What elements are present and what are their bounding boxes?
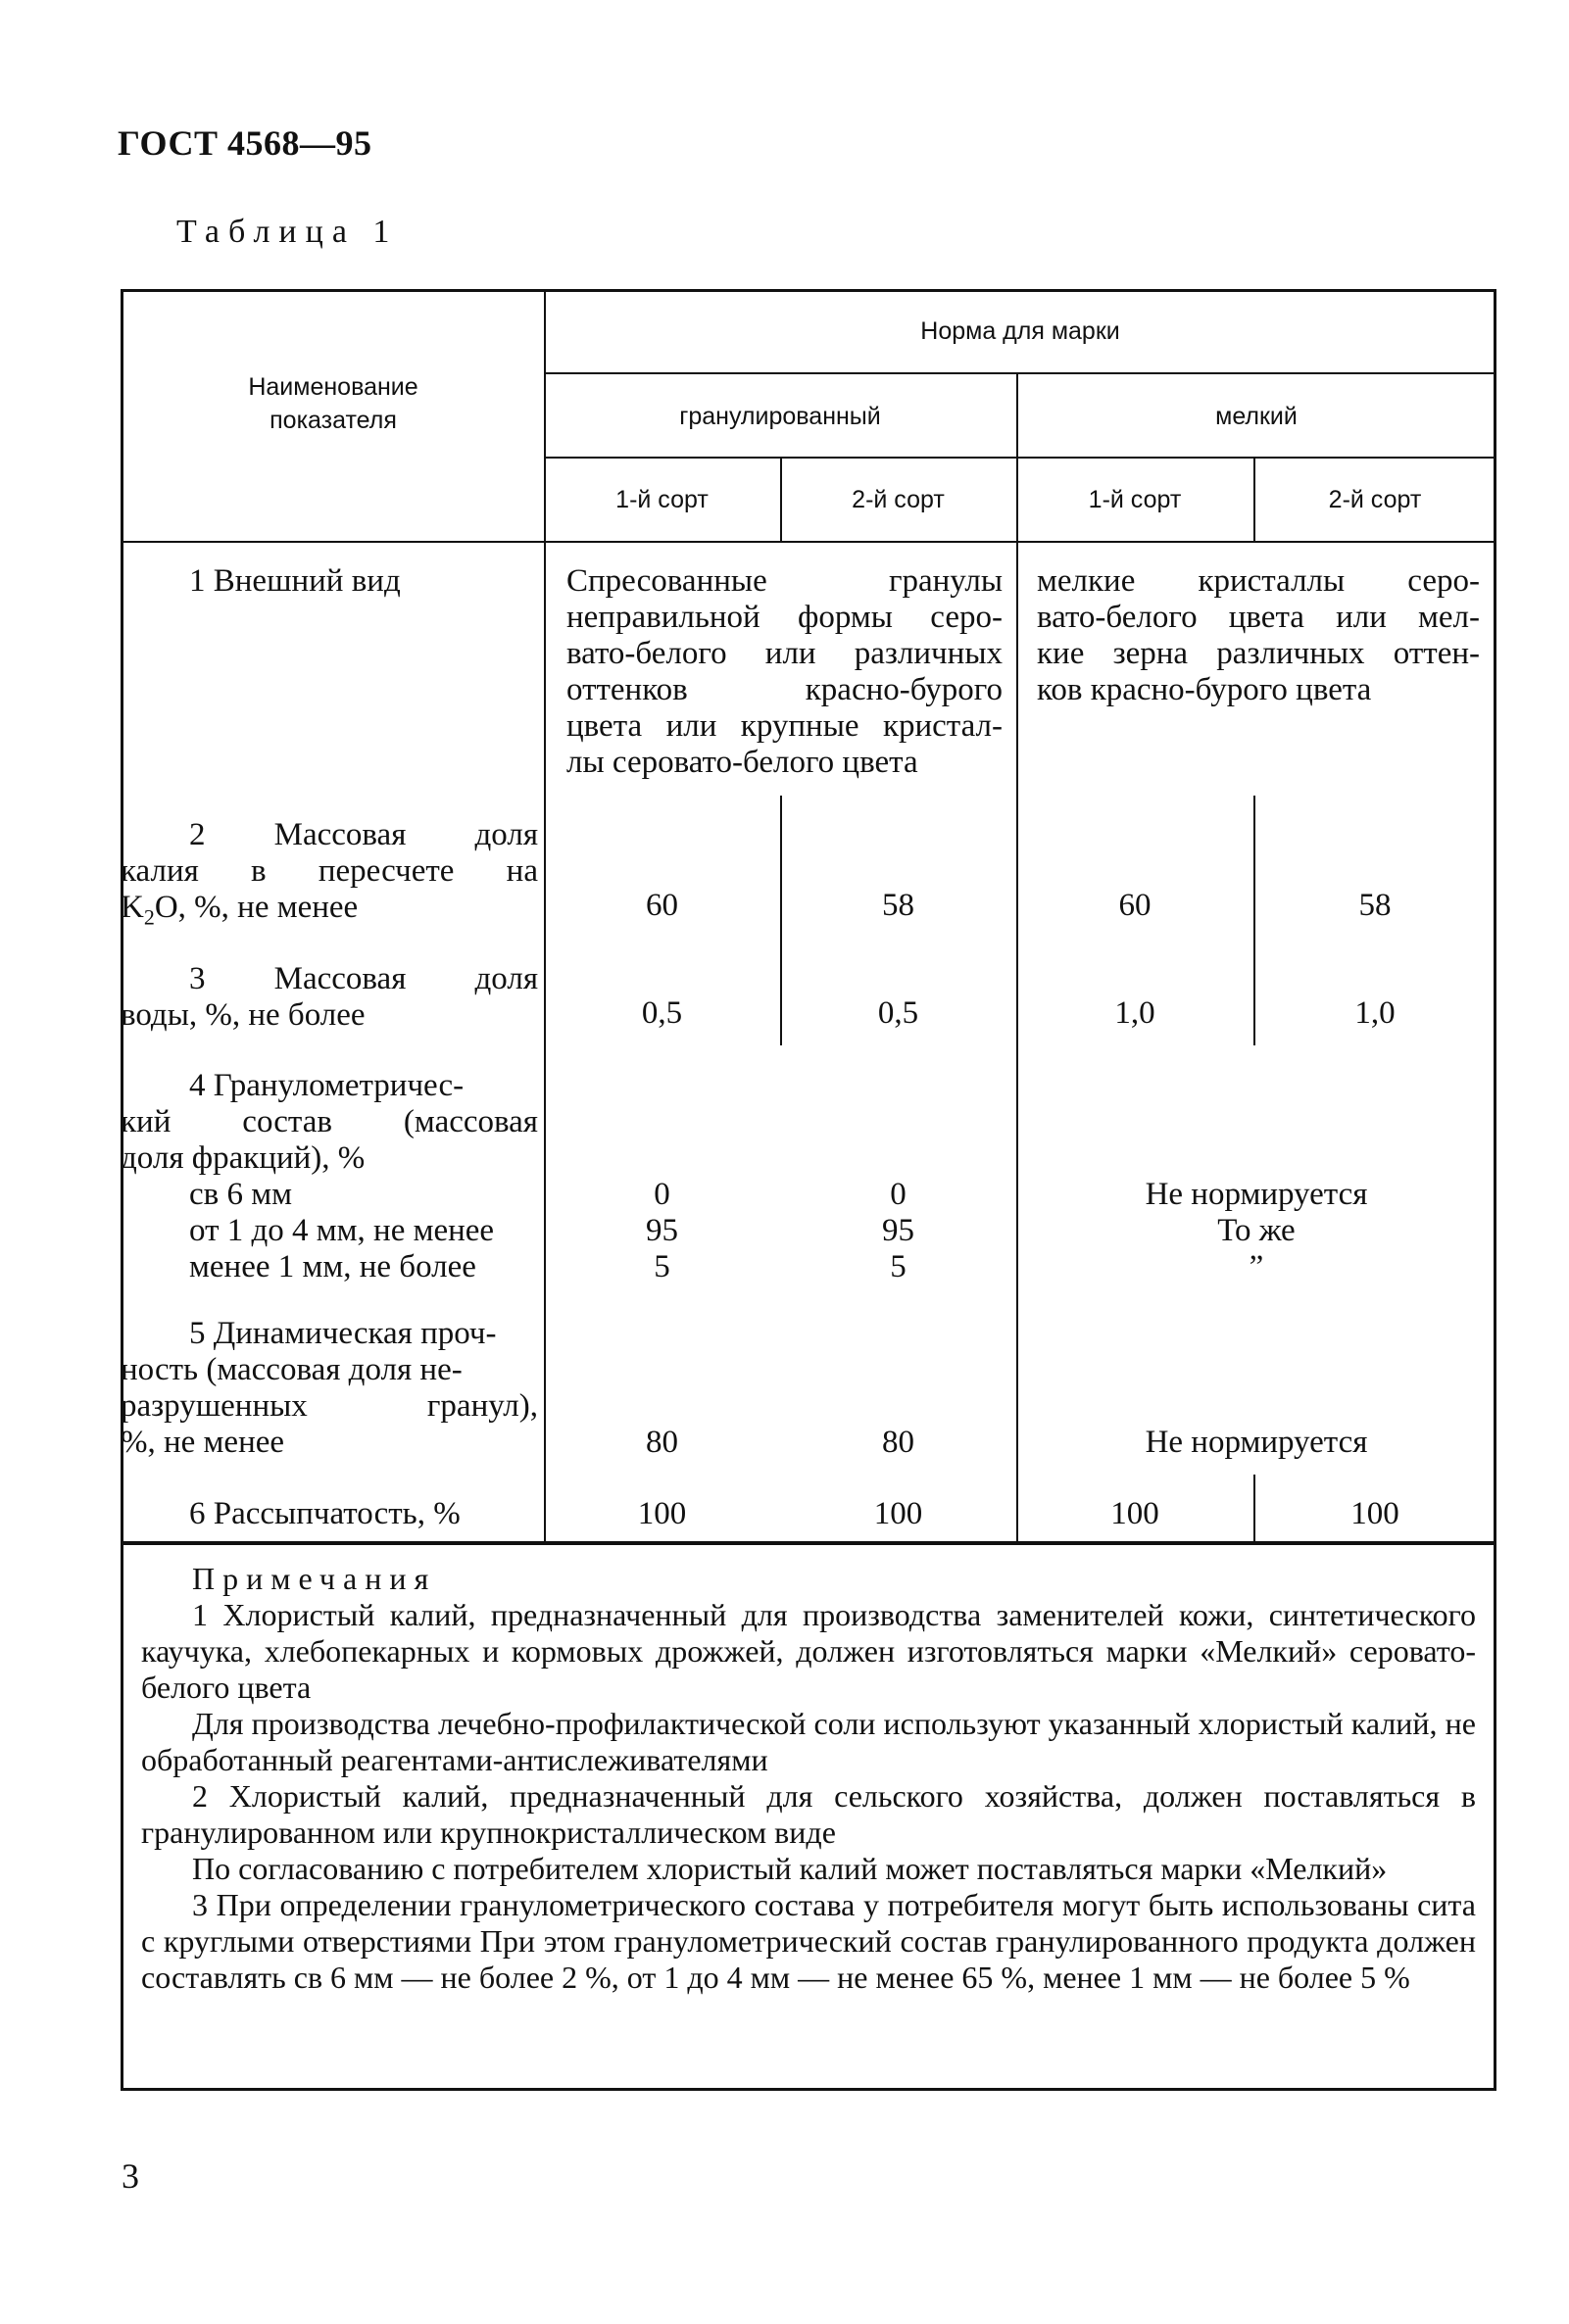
row6-value-fine-1: 100	[1110, 1496, 1159, 1531]
brand-column-divider	[1016, 372, 1018, 1544]
row5-value-granular-2: 80	[882, 1425, 914, 1460]
grade-header-fine-1: 1-й сорт	[1088, 486, 1182, 513]
row2-value-granular-1: 60	[646, 888, 678, 923]
row4-granular-1-values: 0 95 5	[646, 1177, 678, 1284]
header-divider-1	[544, 372, 1496, 374]
row1-name: 1 Внешний вид	[189, 563, 401, 599]
table-caption: Таблица 1	[176, 214, 399, 250]
header-divider-3	[121, 541, 1496, 543]
page-number: 3	[122, 2156, 139, 2196]
document-code: ГОСТ 4568—95	[118, 123, 372, 163]
row5-fine-value: Не нормируется	[1145, 1425, 1368, 1460]
notes-title: Примечания	[192, 1561, 437, 1596]
row1-fine-description: мелкие кристаллы серо- вато-белого цвета или мел- кие зерна различных оттен- ков красно-бурого цвета	[1037, 563, 1480, 707]
row5-name: 5 Динамическая проч- ность (массовая доля не- разрушенных гранул), %, не менее	[121, 1316, 538, 1460]
row2-name: 2 Массовая доля калия в пересчете на $K_2O$, %, не менее	[121, 817, 538, 930]
row3-value-fine-2: 1,0	[1354, 995, 1396, 1031]
row4-name: 4 Гранулометричес- кий состав (массовая доля фракций), % св 6 мм от 1 до 4 мм, не менее менее 1 мм, не более	[121, 1068, 538, 1284]
grade-header-granular-1: 1-й сорт	[615, 486, 709, 513]
row4-fine-values: Не нормируется То же ”	[1145, 1177, 1368, 1284]
row2-value-granular-2: 58	[882, 888, 914, 923]
row6-name: 6 Рассыпчатость, %	[189, 1496, 461, 1531]
row3-value-granular-2: 0,5	[877, 995, 919, 1031]
norm-group-header: Норма для марки	[920, 317, 1120, 345]
brand-fine-header: мелкий	[1215, 403, 1298, 430]
row1-granular-description: Спресованные гранулы неправильной формы серо- вато-белого или различных оттенков красно-бурого цвета или крупные кристал- лы серовато-белого цвета	[566, 563, 1003, 780]
indicator-column-header: Наименование показателя	[248, 373, 418, 434]
row5-value-granular-1: 80	[646, 1425, 678, 1460]
row4-granular-2-values: 0 95 5	[882, 1177, 914, 1284]
brand-granular-header: гранулированный	[679, 403, 881, 430]
row2-value-fine-2: 58	[1358, 888, 1392, 923]
row6-value-granular-2: 100	[873, 1496, 923, 1531]
header-divider-2	[544, 457, 1496, 459]
grade-header-granular-2: 2-й сорт	[852, 486, 945, 513]
notes-body: 1 Хлористый калий, предназначенный для производства заменителей кожи, синтетического каучука, хлебопекарных и кормовых дрожжей, должен изготовляться марки «Мелкий» серовато-белого цвета Для производства лечебно-профилактической соли используют указанный хлористый калий, не обработанный реагентами-антислеживателями 2 Хлористый калий, предназначенный для сельского хозяйства, должен поставляться в гранулированном или крупнокристаллическом виде По согласованию с потребителем хлористый калий может поставляться марки «Мелкий» 3 При определении гранулометрического состава у потребителя могут быть использованы сита с круглыми отверстиями При этом гранулометрический состав гранулированного продукта должен составлять св 6 мм — не более 2 %, от 1 до 4 мм — не менее 65 %, менее 1 мм — не более 5 %	[141, 1597, 1476, 1995]
row3-value-granular-1: 0,5	[641, 995, 683, 1031]
row6-value-fine-2: 100	[1350, 1496, 1399, 1531]
row3-value-fine-1: 1,0	[1114, 995, 1155, 1031]
grade-header-fine-2: 2-й сорт	[1328, 486, 1422, 513]
row6-value-granular-1: 100	[637, 1496, 687, 1531]
row3-name: 3 Массовая доля воды, %, не более	[121, 961, 538, 1033]
row2-value-fine-1: 60	[1118, 888, 1152, 923]
